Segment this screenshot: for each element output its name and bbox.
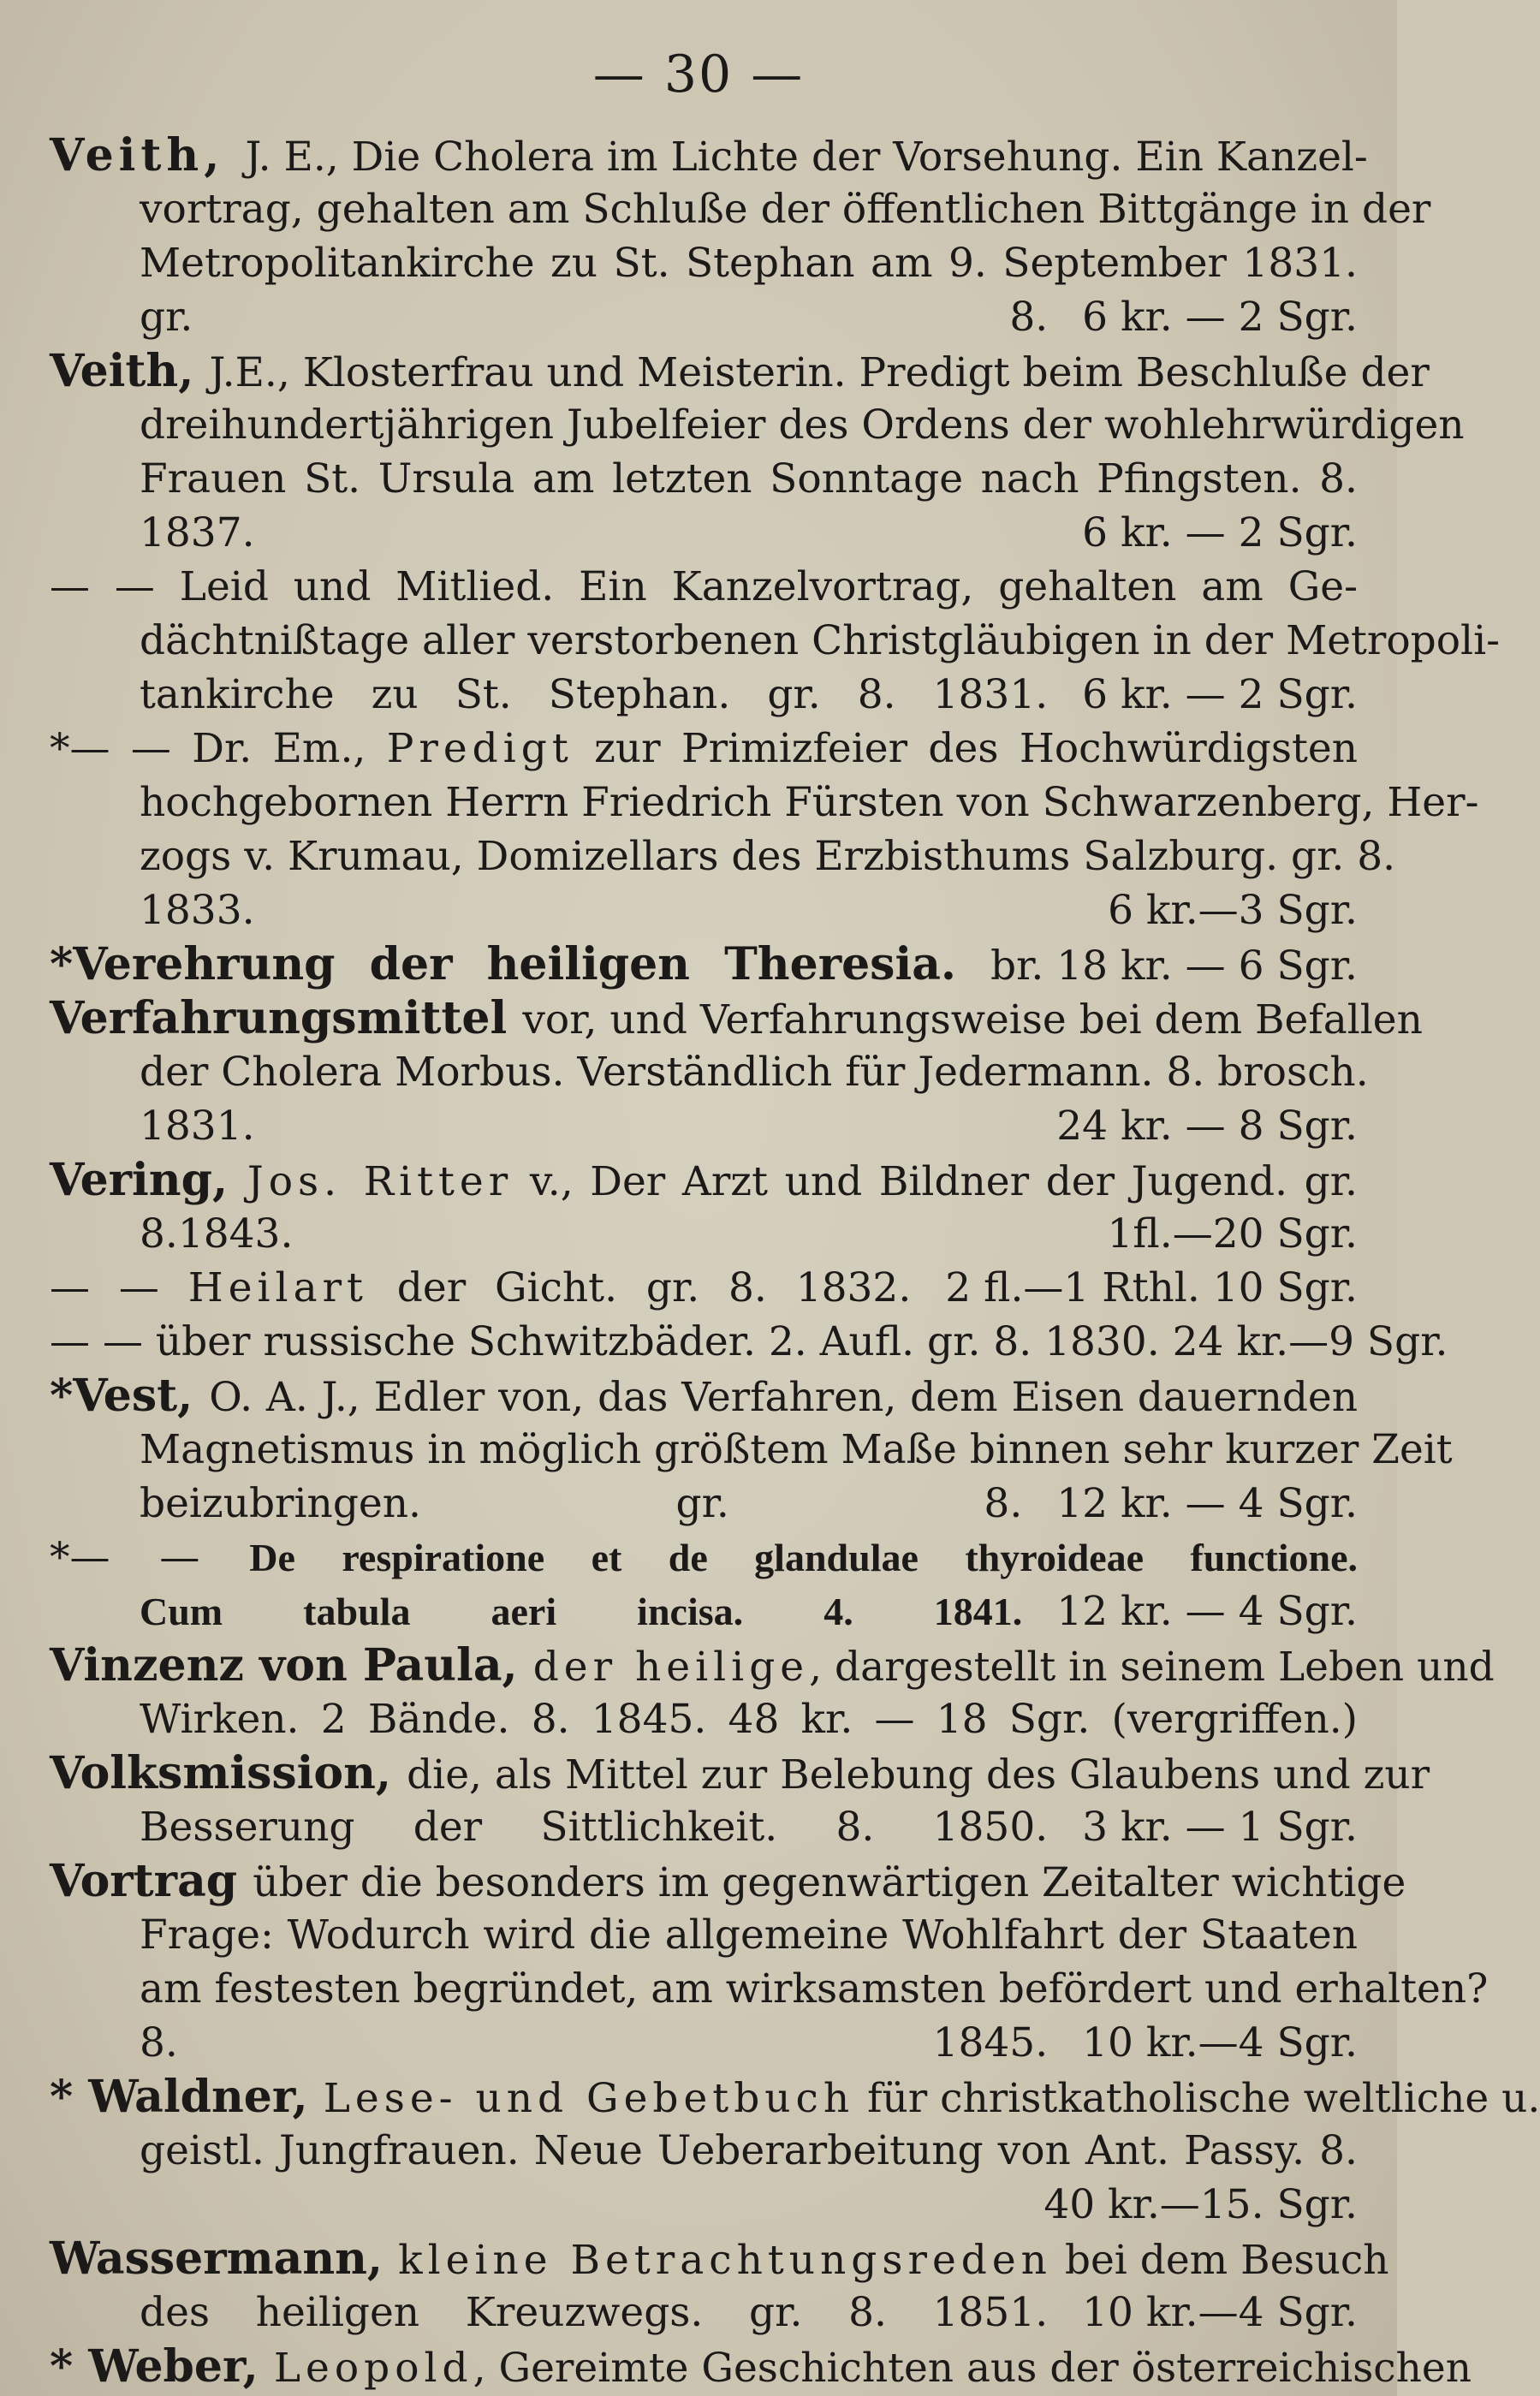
entry-line <box>50 1423 1453 1477</box>
entry-line <box>50 776 1479 829</box>
entry-text-run: beizubringen. gr. 8. <box>140 1480 1023 1527</box>
entry-text-run: Leopold <box>273 2345 473 2392</box>
entry-line <box>50 991 1423 1045</box>
entry-heading: * Weber, <box>50 2340 274 2393</box>
entry-line <box>50 1315 1448 1369</box>
entry-price: 1fl.—20 Sgr. <box>1107 1210 1358 1257</box>
entry-text-run: 8.1843. <box>140 1210 294 1257</box>
entry-text <box>140 1962 1488 2016</box>
catalog-entry <box>50 1153 1358 1261</box>
entry-text-run: — — <box>50 1264 188 1311</box>
entry-line <box>50 614 1500 668</box>
entry-price: 6 kr. — 2 Sgr. <box>1082 294 1358 341</box>
entry-price: 6 kr. — 2 Sgr. <box>1082 509 1358 556</box>
entry-text-run: zogs v. Krumau, Domizellars des Erzbisthums Salzburg. gr. 8. <box>140 833 1396 880</box>
entry-text-run: 1831. <box>140 1103 255 1150</box>
entry-text-run: hochgebornen Herrn Friedrich Fürsten von Schwarzenberg, Her- <box>140 779 1479 826</box>
entry-line <box>50 1800 1358 1854</box>
entry-text-run: v., Der Arzt und Bildner der Jugend. gr. <box>513 1158 1358 1205</box>
entry-heading: Veith, <box>50 129 246 181</box>
entry-text <box>140 290 1048 344</box>
entry-line <box>50 128 1368 182</box>
entry-line <box>50 290 1358 344</box>
entry-text-run: der heilige <box>532 1644 810 1691</box>
entry-line <box>50 1638 1495 1692</box>
entry-text-run: Cum tabula aeri incisa. 4. 1841. <box>140 1590 1023 1633</box>
entry-text <box>140 506 1048 560</box>
entry-text <box>50 1854 1406 1910</box>
entry-heading: Vortrag <box>50 1855 253 1907</box>
catalog-entry <box>50 1531 1358 1638</box>
catalog-entry <box>50 128 1431 344</box>
entry-text-run: Magnetismus in möglich größtem Maße binnen sehr kurzer Zeit <box>140 1426 1453 1473</box>
entry-text <box>50 1746 1430 1802</box>
entry-price: 2 fl.—1 Rthl. 10 Sgr. <box>945 1264 1358 1311</box>
catalog-entries <box>50 128 1540 2393</box>
catalog-entry <box>50 1261 1358 1315</box>
entry-text-run: — — Leid und Mitlied. Ein Kanzelvortrag, gehalten am Ge- <box>50 563 1358 610</box>
entry-text-run: der Gicht. gr. 8. 1832. <box>367 1264 912 1311</box>
entry-line <box>50 1369 1358 1423</box>
entry-line <box>50 829 1396 883</box>
entry-text <box>140 1045 1369 1099</box>
entry-text <box>50 344 1430 400</box>
entry-line <box>50 2124 1358 2178</box>
entry-text-run: kleine Betrachtungsreden <box>398 2237 1052 2284</box>
entry-text-run: vor, und Verfahrungsweise bei dem Befallen <box>522 996 1423 1043</box>
entry-line <box>50 2232 1389 2286</box>
entry-line <box>50 1477 1358 1531</box>
entry-text-run: tankirche zu St. Stephan. gr. 8. 1831. <box>140 671 1049 718</box>
entry-text <box>140 1207 1073 1261</box>
entry-text <box>140 182 1430 236</box>
entry-line <box>50 2340 1472 2393</box>
entry-text-run: *— — Dr. Em., <box>50 725 387 772</box>
entry-line <box>50 668 1358 722</box>
entry-text-run: Metropolitankirche zu St. Stephan am 9. September 1831. <box>140 240 1358 287</box>
entry-heading: Veith, <box>50 345 210 397</box>
catalog-entry <box>50 722 1479 937</box>
catalog-entry <box>50 2340 1472 2393</box>
entry-heading: Verfahrungsmittel <box>50 992 523 1044</box>
entry-text-run: *— — <box>50 1534 250 1581</box>
entry-text-run: über die besonders im gegenwärtigen Zeitalter wichtige <box>253 1859 1406 1906</box>
entry-text-run: Predigt <box>386 725 574 772</box>
entry-text <box>50 560 1358 614</box>
catalog-entry <box>50 991 1423 1153</box>
entry-price: 12 kr. — 4 Sgr. <box>1056 1588 1358 1635</box>
entry-text-run: zur Primizfeier des Hochwürdigsten <box>573 725 1358 772</box>
entry-text-run: des heiligen Kreuzwegs. gr. 8. 1851. <box>140 2289 1049 2336</box>
entry-text-run: Frage: Wodurch wird die allgemeine Wohlfahrt der Staaten <box>140 1911 1358 1959</box>
entry-heading: Vinzenz von Paula, <box>50 1639 533 1691</box>
entry-text <box>140 1099 1022 1153</box>
entry-line <box>50 1045 1369 1099</box>
entry-text <box>140 236 1358 290</box>
entry-text <box>140 668 1048 722</box>
entry-price: 24 kr. — 8 Sgr. <box>1056 1103 1358 1150</box>
catalog-entry <box>50 2070 1540 2232</box>
entry-text <box>140 776 1478 829</box>
entry-price: 6 kr. — 2 Sgr. <box>1082 671 1358 718</box>
entry-text-run: Wirken. 2 Bände. 8. 1845. 48 kr. — 18 Sgr. (vergriffen.) <box>140 1696 1358 1743</box>
entry-line <box>50 560 1358 614</box>
entry-text <box>50 2070 1540 2125</box>
entry-price: 12 kr. — 4 Sgr. <box>1056 1480 1358 1527</box>
entry-line <box>50 883 1358 937</box>
entry-text <box>50 722 1358 776</box>
entry-price: 6 kr.—3 Sgr. <box>1108 887 1358 934</box>
entry-text <box>140 829 1395 883</box>
entry-text-run: — — über russische Schwitzbäder. 2. Aufl. gr. 8. 1830. 24 kr.—9 Sgr. <box>50 1318 1448 1365</box>
entry-text <box>140 2124 1358 2178</box>
entry-text-run: Besserung der Sittlichkeit. 8. 1850. <box>140 1804 1049 1851</box>
entry-text <box>140 1908 1358 1962</box>
entry-line <box>50 236 1358 290</box>
catalog-entry <box>50 560 1500 722</box>
catalog-entry <box>50 344 1465 560</box>
entry-text-run: Lese- und Gebetbuch <box>323 2075 855 2122</box>
entry-line <box>50 1153 1358 1207</box>
entry-text <box>140 1477 1022 1531</box>
catalog-entry <box>50 2232 1389 2340</box>
entry-text-run: für christkatholische weltliche u. <box>854 2075 1540 2122</box>
entry-line <box>50 722 1358 776</box>
entry-text-run: 1837. <box>140 509 255 556</box>
entry-text-run: J. E., Die Cholera im Lichte der Vorsehung. Ein Kanzel- <box>245 134 1368 181</box>
entry-text <box>140 2286 1048 2340</box>
entry-heading: *Vest, <box>50 1370 210 1422</box>
entry-text-run: dreihundertjährigen Jubelfeier des Ordens der wohlehrwürdigen <box>140 401 1465 449</box>
entry-text-run: 1833. <box>140 887 255 934</box>
entry-text <box>50 1638 1495 1694</box>
entry-text <box>50 1531 1358 1584</box>
entry-text <box>50 2340 1472 2395</box>
catalog-entry <box>50 1746 1430 1854</box>
entry-line <box>50 1261 1358 1315</box>
entry-text-run: 8. 1845. <box>140 2019 1049 2066</box>
entry-text-run: , Gereimte Geschichten aus der österreichischen <box>473 2345 1472 2392</box>
entry-text-run: Heilart <box>187 1264 368 1311</box>
catalog-entry <box>50 1638 1495 1746</box>
entry-heading: * Waldner, <box>50 2071 324 2123</box>
entry-text <box>50 1153 1358 1209</box>
catalog-entry <box>50 1315 1448 1369</box>
entry-text <box>50 1261 911 1315</box>
entry-text <box>50 2232 1389 2287</box>
entry-text-run: gr. 8. <box>140 294 1049 341</box>
entry-line <box>50 506 1358 560</box>
entry-line <box>50 1584 1358 1638</box>
entry-text <box>50 937 956 993</box>
entry-line <box>50 1962 1489 2016</box>
entry-text <box>140 1800 1048 1854</box>
entry-line <box>50 1854 1406 1908</box>
entry-text <box>140 883 1073 937</box>
entry-line <box>50 2070 1540 2124</box>
entry-heading: Volksmission, <box>50 1747 407 1799</box>
page-number: — 30 — <box>592 45 805 104</box>
entry-text <box>50 991 1423 1047</box>
entry-text <box>140 1584 1022 1638</box>
entry-text-run: , dargestellt in seinem Leben und <box>809 1644 1495 1691</box>
entry-text <box>140 614 1500 668</box>
entry-text-run: geistl. Jungfrauen. Neue Ueberarbeitung von Ant. Passy. 8. <box>140 2127 1358 2174</box>
entry-text-run: der Cholera Morbus. Verständlich für Jedermann. 8. brosch. <box>140 1049 1369 1096</box>
entry-text-run: J.E., Klosterfrau und Meisterin. Predigt beim Beschluße der <box>209 349 1430 396</box>
entry-text-run: Jos. Ritter <box>247 1158 514 1205</box>
entry-text <box>140 2016 1048 2070</box>
entry-text <box>50 1369 1358 1424</box>
entry-line <box>50 398 1465 452</box>
catalog-entry <box>50 937 1358 991</box>
entry-line <box>50 452 1358 506</box>
entry-text-run: De respiratione et de glandulae thyroideae functione. <box>249 1536 1358 1579</box>
entry-price: 40 kr.—15. Sgr. <box>1044 2181 1358 2228</box>
entry-text-run: Frauen St. Ursula am letzten Sonntage nach Pfingsten. 8. <box>140 455 1358 502</box>
entry-text-run: dächtnißtage aller verstorbenen Christgläubigen in der Metropoli- <box>140 617 1500 664</box>
entry-line <box>50 1692 1358 1746</box>
entry-text <box>50 128 1368 184</box>
entry-text-run: am festesten begründet, am wirksamsten befördert und erhalten? <box>140 1965 1489 2013</box>
entry-price: 3 kr. — 1 Sgr. <box>1082 1804 1358 1851</box>
entry-line <box>50 1207 1358 1261</box>
entry-line <box>50 1531 1358 1584</box>
entry-text-run: O. A. J., Edler von, das Verfahren, dem Eisen dauernden <box>209 1374 1359 1421</box>
entry-text <box>140 1423 1453 1477</box>
entry-line <box>50 344 1430 398</box>
entry-line <box>50 1746 1430 1800</box>
entry-line <box>50 182 1431 236</box>
catalog-entry <box>50 1369 1453 1531</box>
entry-line <box>50 937 1358 991</box>
entry-line <box>50 2286 1358 2340</box>
entry-line <box>50 1908 1358 1962</box>
entry-price: 10 kr.—4 Sgr. <box>1082 2289 1358 2336</box>
entry-text <box>140 1692 1358 1746</box>
entry-price: 10 kr.—4 Sgr. <box>1082 2019 1358 2066</box>
entry-heading: Vering, <box>50 1154 247 1206</box>
catalog-entry <box>50 1854 1489 2070</box>
entry-line <box>50 2178 1358 2232</box>
entry-text <box>50 1315 1448 1369</box>
entry-text-run: vortrag, gehalten am Schluße der öffentlichen Bittgänge in der <box>140 186 1431 233</box>
entry-text <box>140 398 1465 452</box>
entry-heading: Wassermann, <box>50 2233 399 2285</box>
entry-heading: *Verehrung der heiligen Theresia. <box>50 938 956 990</box>
entry-price: br. 18 kr. — 6 Sgr. <box>990 942 1358 990</box>
entry-text-run: die, als Mittel zur Belebung des Glaubens und zur <box>407 1751 1430 1798</box>
entry-line <box>50 2016 1358 2070</box>
entry-line <box>50 1099 1358 1153</box>
entry-text-run: bei dem Besuch <box>1051 2237 1389 2284</box>
entry-text <box>140 452 1358 506</box>
